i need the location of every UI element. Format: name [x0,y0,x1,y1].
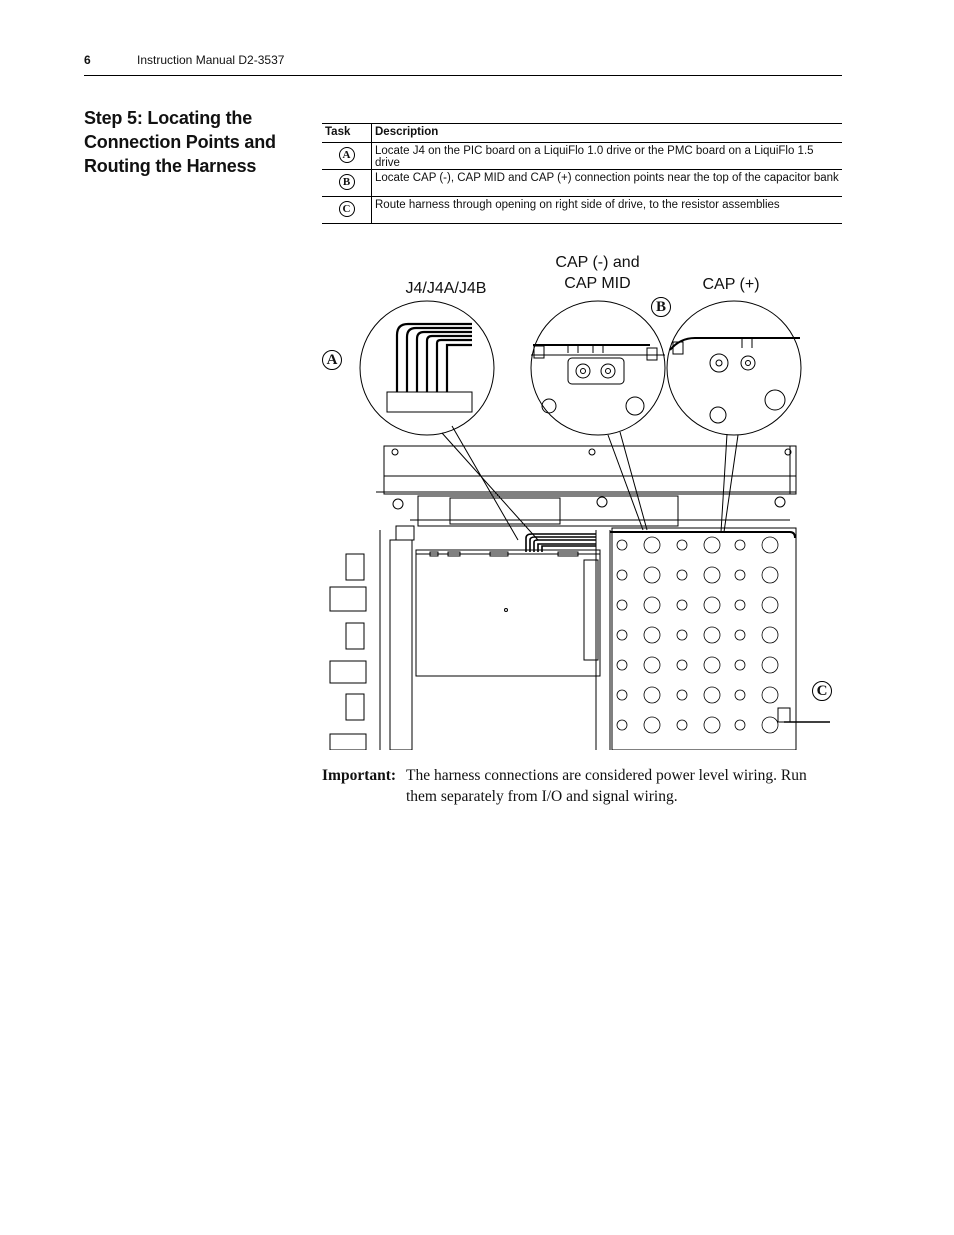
callout-a: A [322,350,342,370]
callout-b: B [651,297,671,317]
important-text: The harness connections are considered power level wiring. Run them separately from I/O and signal wiring. [406,767,807,805]
leader-line [620,432,647,530]
drive-harness-figure [300,240,845,750]
cap-plus-label: CAP (+) [702,276,760,293]
task-cell [322,143,372,170]
cap-row [617,687,778,703]
header-rule [84,75,842,76]
callout-c: C [812,681,832,701]
cap-minus-detail-circle [531,301,665,435]
cap-row [617,597,778,613]
capacitor-grid [617,537,778,733]
table-row [322,143,842,170]
table-row [322,197,842,224]
harness-routing [526,534,596,552]
manual-title: Instruction Manual D2-3537 [137,53,285,67]
task-cell [322,197,372,224]
page-number: 6 [84,53,91,67]
leader-line [452,426,518,540]
cap-row [617,537,778,553]
j4-label: J4/J4A/J4B [405,280,487,297]
harness-wires-icon [397,324,472,392]
j4-connector-icon [387,392,472,412]
column-header-description: Description [372,124,843,143]
table-header-row [322,124,842,143]
task-table [322,123,842,224]
task-cell [322,170,372,197]
description-cell: Locate CAP (-), CAP MID and CAP (+) connection points near the top of the capacitor bank [372,170,843,197]
cap-row [617,657,778,673]
table-row [322,170,842,197]
top-rail [384,446,796,494]
capacitor-bank [612,528,796,750]
important-lead: Important: [322,767,397,784]
leader-line [608,435,643,530]
cap-plus-detail-circle [667,301,801,435]
cap-minus-label-line2: CAP MID [564,275,631,292]
task-letter-badge: C [339,201,355,217]
description-cell: Locate J4 on the PIC board on a LiquiFlo 1.0 drive or the PMC board on a LiquiFlo 1.5 drive [372,143,843,170]
control-board [416,550,600,676]
cap-row [617,717,778,733]
cap-minus-label-line1: CAP (-) and [555,254,640,271]
description-cell: Route harness through opening on right side of drive, to the resistor assemblies [372,197,843,224]
drive-drawing [300,240,845,750]
task-letter-badge: B [339,174,355,190]
task-letter-badge: A [339,147,355,163]
cap-row [617,567,778,583]
step-title: Step 5: Locating the Connection Points and Routing the Harness [84,108,276,176]
column-header-task: Task [322,124,372,143]
important-note [322,765,842,807]
cap-row [617,627,778,643]
